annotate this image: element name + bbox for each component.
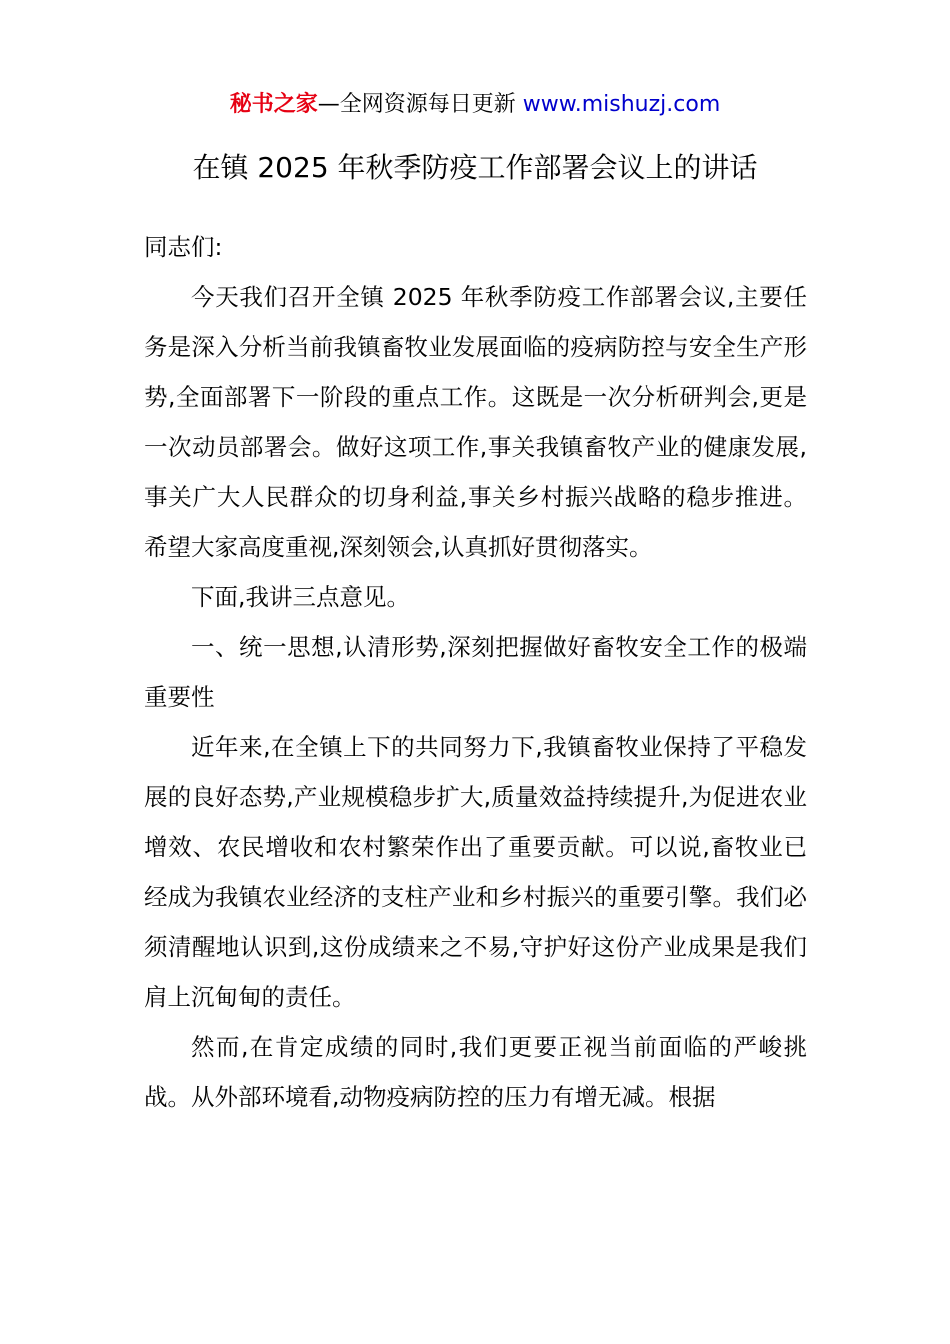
site-url-link[interactable]: www.mishuzj.com	[522, 92, 721, 117]
document-title: 在镇 2025 年秋季防疫工作部署会议上的讲话	[192, 151, 758, 184]
paragraph-intro: 今天我们召开全镇 2025 年秋季防疫工作部署会议,主要任务是深入分析当前我镇畜牧业发展面临的疫病防控与安全生产形势,全面部署下一阶段的重点工作。这既是一次分析研判会,更是一次动员部署会。做好这项工作,事关我镇畜牧产业的健康发展,事关广大人民群众的切身利益,事关乡村振兴战略的稳步推进。希望大家高度重视,深刻领会,认真抓好贯彻落实。	[144, 283, 807, 561]
header-tagline: —全网资源每日更新	[317, 92, 523, 117]
site-header	[0, 88, 950, 122]
paragraph-achievements: 近年来,在全镇上下的共同努力下,我镇畜牧业保持了平稳发展的良好态势,产业规模稳步扩大,质量效益持续提升,为促进农业增效、农民增收和农村繁荣作出了重要贡献。可以说,畜牧业已经成为我镇农业经济的支柱产业和乡村振兴的重要引擎。我们必须清醒地认识到,这份成绩来之不易,守护好这份产业成果是我们肩上沉甸甸的责任。	[144, 733, 807, 1011]
section-heading-1: 一、统一思想,认清形势,深刻把握做好畜牧安全工作的极端重要性	[144, 633, 807, 711]
document-body	[144, 222, 807, 1122]
paragraph-challenges: 然而,在肯定成绩的同时,我们更要正视当前面临的严峻挑战。从外部环境看,动物疫病防控的压力有增无减。根据	[144, 1033, 807, 1111]
brand-name: 秘书之家	[229, 92, 318, 117]
paragraph-outline: 下面,我讲三点意见。	[191, 583, 410, 611]
salutation: 同志们:	[144, 233, 223, 261]
